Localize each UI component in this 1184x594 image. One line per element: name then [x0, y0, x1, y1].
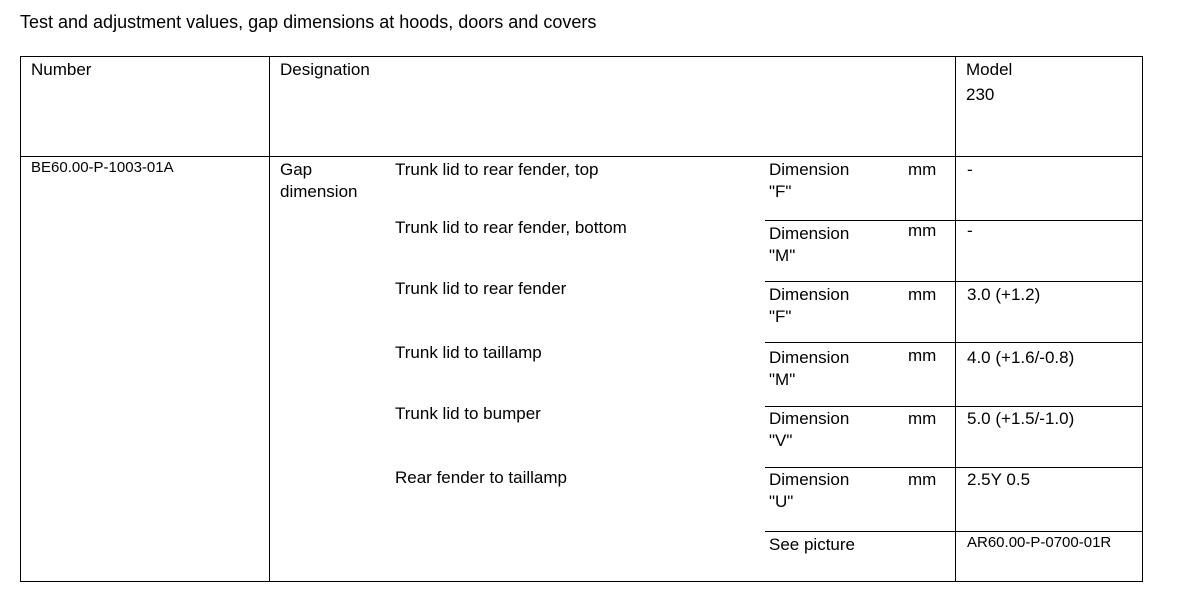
- table-border-bottom: [20, 581, 1143, 582]
- row-unit: mm: [908, 470, 937, 489]
- table-border-top: [20, 56, 1143, 57]
- entry-number: BE60.00-P-1003-01A: [31, 159, 174, 176]
- header-divider: [20, 156, 1143, 157]
- row-item: Trunk lid to taillamp: [395, 343, 542, 362]
- row-divider: [765, 406, 1143, 407]
- row-unit: mm: [908, 285, 937, 304]
- row-dimension: Dimension: [769, 285, 850, 304]
- header-model-value: 230: [966, 85, 995, 104]
- column-divider-model: [955, 56, 956, 582]
- see-picture-label: See picture: [769, 535, 855, 554]
- row-unit: mm: [908, 221, 937, 240]
- row-dimension: Dimension: [769, 224, 850, 243]
- row-dimension-code: "U": [769, 492, 794, 511]
- row-dimension-code: "M": [769, 370, 796, 389]
- row-value: 3.0 (+1.2): [967, 285, 1041, 304]
- row-divider: [765, 281, 1143, 282]
- row-unit: mm: [908, 409, 937, 428]
- row-item: Trunk lid to rear fender, bottom: [395, 218, 627, 237]
- row-dimension: Dimension: [769, 409, 850, 428]
- page-title: Test and adjustment values, gap dimensions at hoods, doors and covers: [20, 12, 597, 32]
- row-value: 5.0 (+1.5/-1.0): [967, 409, 1075, 428]
- row-value: 2.5Y 0.5: [967, 470, 1031, 489]
- adjustment-values-table: [20, 56, 1143, 582]
- row-unit: mm: [908, 160, 937, 179]
- row-unit: mm: [908, 346, 937, 365]
- header-model-label: Model: [966, 60, 1013, 79]
- row-value: 4.0 (+1.6/-0.8): [967, 348, 1075, 367]
- row-divider: [765, 220, 1143, 221]
- row-divider: [765, 531, 1143, 532]
- row-dimension: Dimension: [769, 160, 850, 179]
- table-border-right: [1142, 56, 1143, 582]
- row-divider: [765, 342, 1143, 343]
- row-divider: [765, 467, 1143, 468]
- column-divider-number: [269, 56, 270, 582]
- header-designation: Designation: [280, 60, 370, 79]
- row-item: Trunk lid to bumper: [395, 404, 541, 423]
- row-item: Rear fender to taillamp: [395, 468, 567, 487]
- row-dimension: Dimension: [769, 348, 850, 367]
- header-number: Number: [31, 60, 92, 79]
- entry-group-line1: Gap: [280, 160, 313, 179]
- picture-reference: AR60.00-P-0700-01R: [967, 534, 1112, 551]
- table-border-left: [20, 56, 21, 582]
- entry-group-line2: dimension: [280, 182, 358, 201]
- row-value: -: [967, 221, 973, 240]
- row-dimension-code: "F": [769, 182, 792, 201]
- row-dimension-code: "M": [769, 246, 796, 265]
- row-value: -: [967, 160, 973, 179]
- row-item: Trunk lid to rear fender, top: [395, 160, 599, 179]
- row-dimension-code: "F": [769, 307, 792, 326]
- row-dimension: Dimension: [769, 470, 850, 489]
- row-item: Trunk lid to rear fender: [395, 279, 567, 298]
- row-dimension-code: "V": [769, 431, 793, 450]
